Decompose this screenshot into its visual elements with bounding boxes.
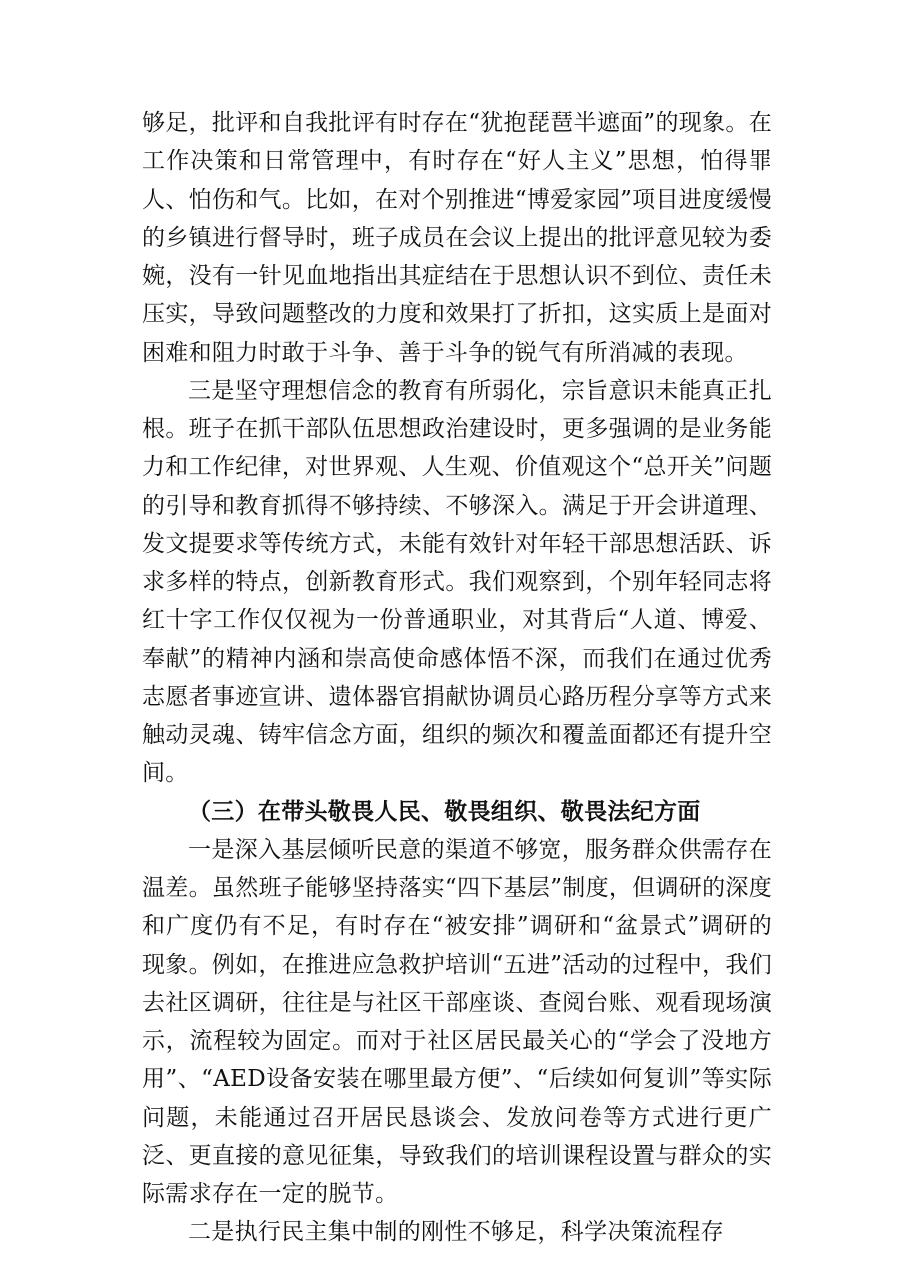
paragraph-ideals-education: 三是坚守理想信念的教育有所弱化，宗旨意识未能真正扎根。班子在抓干部队伍思想政治建设时，更多强调的是业务能力和工作纪律，对世界观、人生观、价值观这个“总开关”问题的引导和教育抓得不够持续、不够深入。满足于开会讲道理、发文提要求等传统方式，未能有效针对年轻干部思想活跃、诉求多样的特点，创新教育形式。我们观察到，个别年轻同志将红十字工作仅仅视为一份普通职业，对其背后“人道、博爱、奉献”的精神内涵和崇高使命感体悟不深，而我们在通过优秀志愿者事迹宣讲、遗体器官捐献协调员心路历程分享等方式来触动灵魂、铸牢信念方面，组织的频次和覆盖面都还有提升空间。 — [142, 377, 772, 787]
section-heading-three: （三）在带头敬畏人民、敬畏组织、敬畏法纪方面 — [188, 797, 701, 825]
paragraph-grassroots-channels: 一是深入基层倾听民意的渠道不够宽，服务群众供需存在温差。虽然班子能够坚持落实“四下基层”制度，但调研的深度和广度仍有不足，有时存在“被安排”调研和“盆景式”调研的现象。例如，在推进应急救护培训“五进”活动的过程中，我们去社区调研，往往是与社区干部座谈、查阅台账、观看现场演示，流程较为固定。而对于社区居民最关心的“学会了没地方用”、“AED设备安装在哪里最方便”、“后续如何复训”等实际问题，未能通过召开居民恳谈会、发放问卷等方式进行更广泛、更直接的意见征集，导致我们的培训课程设置与群众的实际需求存在一定的脱节。 — [142, 836, 772, 1207]
paragraph-continuation: 够足，批评和自我批评有时存在“犹抱琵琶半遮面”的现象。在工作决策和日常管理中，有时存在“好人主义”思想，怕得罪人、怕伤和气。比如，在对个别推进“博爱家园”项目进度缓慢的乡镇进行督导时，班子成员在会议上提出的批评意见较为委婉，没有一针见血地指出其症结在于思想认识不到位、责任未压实，导致问题整改的力度和效果打了折扣，这实质上是面对困难和阻力时敢于斗争、善于斗争的锐气有所消减的表现。 — [142, 110, 772, 366]
paragraph-democratic-centralism: 二是执行民主集中制的刚性不够足，科学决策流程存 — [188, 1219, 724, 1246]
document-body — [142, 104, 772, 1252]
